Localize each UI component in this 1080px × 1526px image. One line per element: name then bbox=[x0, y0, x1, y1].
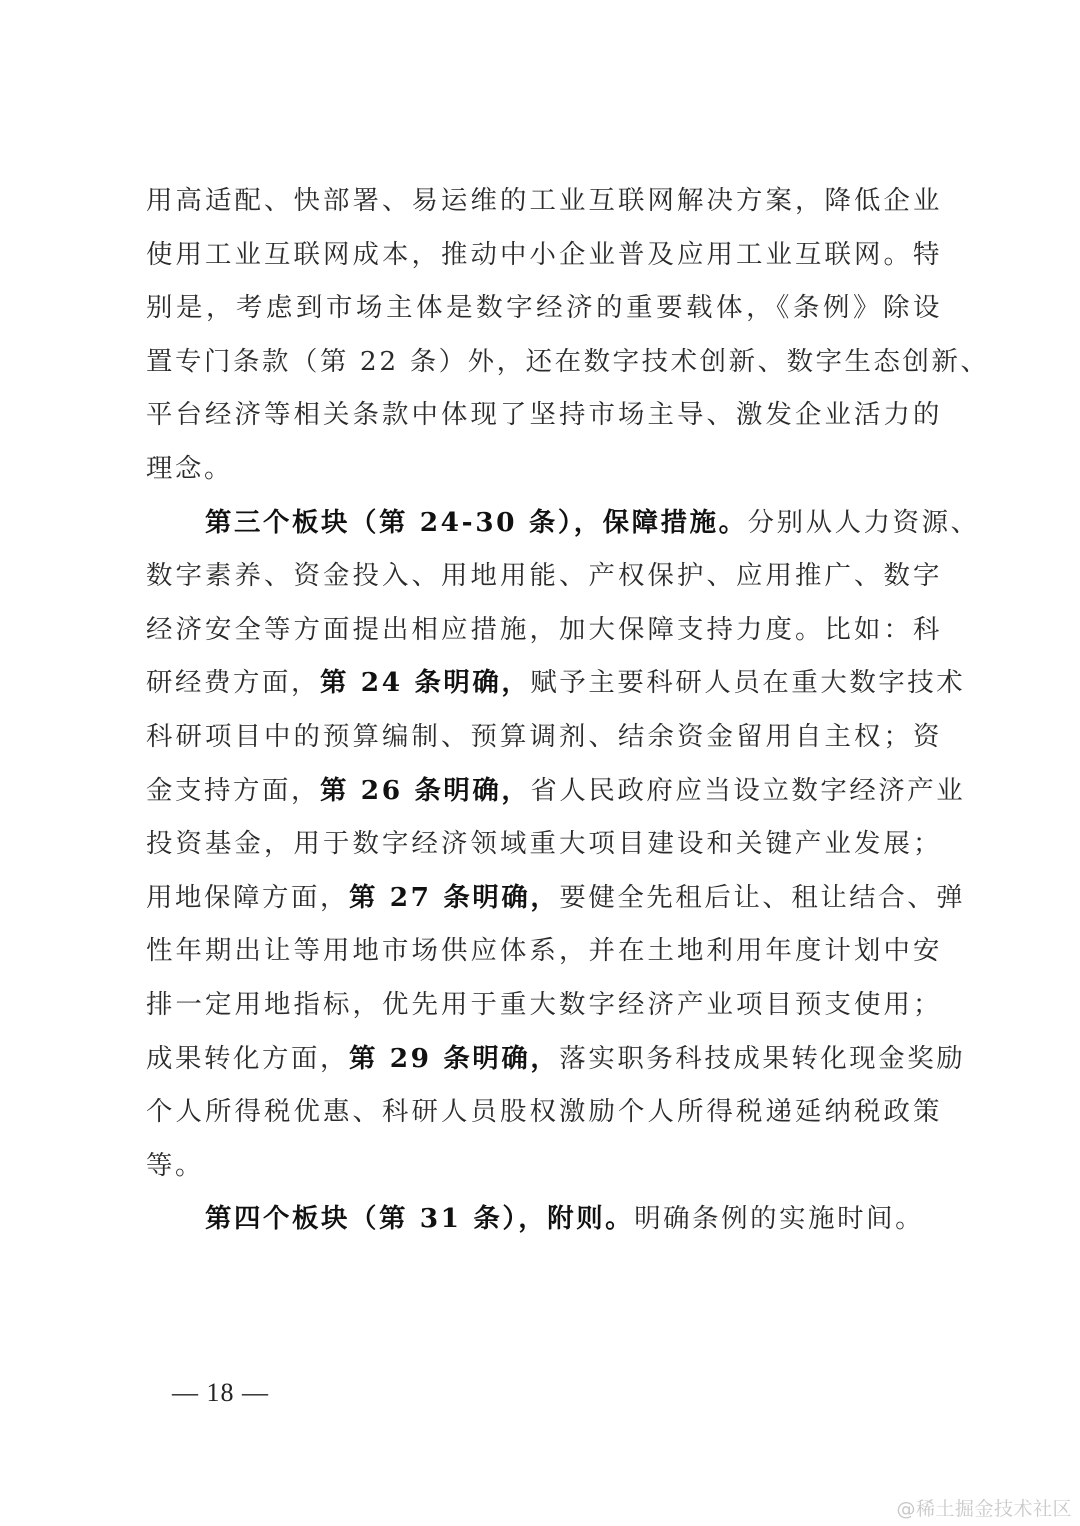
body-text: 赋予主要科研人员在重大数字技术 bbox=[530, 667, 966, 699]
text-line bbox=[146, 549, 942, 603]
text-line bbox=[146, 871, 966, 925]
text-line bbox=[146, 656, 966, 710]
bold-heading-text: 第 24 条明确， bbox=[319, 667, 531, 699]
body-text: 用高适配、快部署、易运维的工业互联网解决方案，降低企业 bbox=[146, 185, 942, 216]
body-text: 分别从人力资源、 bbox=[747, 506, 980, 538]
text-line bbox=[146, 281, 942, 335]
text-line bbox=[146, 174, 942, 228]
text-line bbox=[146, 496, 980, 550]
text-line bbox=[146, 978, 942, 1032]
body-text: 使用工业互联网成本，推动中小企业普及应用工业互联网。特 bbox=[146, 238, 942, 270]
text-line bbox=[146, 1085, 942, 1139]
paragraph-p3 bbox=[146, 1192, 942, 1246]
document-page bbox=[146, 174, 990, 1246]
body-text: 经济安全等方面提出相应措施，加大保障支持力度。比如：科 bbox=[146, 613, 942, 645]
bold-heading-text: 第 26 条明确， bbox=[319, 774, 531, 806]
body-text: 等。 bbox=[146, 1149, 204, 1181]
body-text: 用地保障方面， bbox=[146, 881, 349, 913]
body-text: 性年期出让等用地市场供应体系，并在土地利用年度计划中安 bbox=[146, 935, 942, 967]
body-text: 明确条例的实施时间。 bbox=[634, 1203, 925, 1235]
text-line bbox=[146, 1139, 942, 1193]
text-line bbox=[146, 710, 942, 764]
bold-heading-text: 第四个板块（第 31 条），附则。 bbox=[205, 1203, 635, 1235]
body-text: 数字素养、资金投入、用地用能、产权保护、应用推广、数字 bbox=[146, 560, 942, 592]
bold-heading-text: 第 27 条明确， bbox=[348, 881, 560, 913]
text-line bbox=[146, 924, 942, 978]
bold-heading-text: 第 29 条明确， bbox=[348, 1042, 560, 1074]
text-line bbox=[146, 764, 966, 818]
body-text: 个人所得税优惠、科研人员股权激励个人所得税递延纳税政策 bbox=[146, 1096, 942, 1128]
text-line bbox=[146, 335, 990, 389]
page-number: — 18 — bbox=[172, 1378, 269, 1407]
body-text: 金支持方面， bbox=[146, 774, 320, 806]
body-text: 要健全先租后让、租让结合、弹 bbox=[559, 881, 966, 913]
body-text: 科研项目中的预算编制、预算调剂、结余资金留用自主权；资 bbox=[146, 720, 942, 752]
body-text: 平台经济等相关条款中体现了坚持市场主导、激发企业活力的 bbox=[146, 399, 942, 431]
text-line bbox=[146, 388, 942, 442]
text-line bbox=[146, 442, 942, 496]
text-line bbox=[146, 228, 942, 282]
text-line bbox=[146, 1192, 942, 1246]
body-text: 排一定用地指标，优先用于重大数字经济产业项目预支使用； bbox=[146, 988, 942, 1020]
text-line bbox=[146, 603, 942, 657]
body-text: 成果转化方面， bbox=[146, 1042, 349, 1074]
body-text: 理念。 bbox=[146, 452, 233, 484]
bold-heading-text: 第三个板块（第 24-30 条），保障措施。 bbox=[205, 506, 748, 538]
text-line bbox=[146, 1032, 966, 1086]
paragraph-p2 bbox=[146, 496, 980, 1193]
watermark: @稀土掘金技术社区 bbox=[896, 1498, 1072, 1520]
text-line bbox=[146, 817, 942, 871]
document-body bbox=[146, 174, 990, 1246]
body-text: 研经费方面， bbox=[146, 667, 320, 699]
paragraph-p1 bbox=[146, 174, 990, 496]
body-text: 别是，考虑到市场主体是数字经济的重要载体，《条例》除设 bbox=[146, 292, 942, 324]
body-text: 置专门条款（第 22 条）外，还在数字技术创新、数字生态创新、 bbox=[146, 345, 990, 377]
body-text: 投资基金，用于数字经济领域重大项目建设和关键产业发展； bbox=[146, 828, 942, 860]
body-text: 落实职务科技成果转化现金奖励 bbox=[559, 1042, 966, 1074]
body-text: 省人民政府应当设立数字经济产业 bbox=[530, 774, 966, 806]
